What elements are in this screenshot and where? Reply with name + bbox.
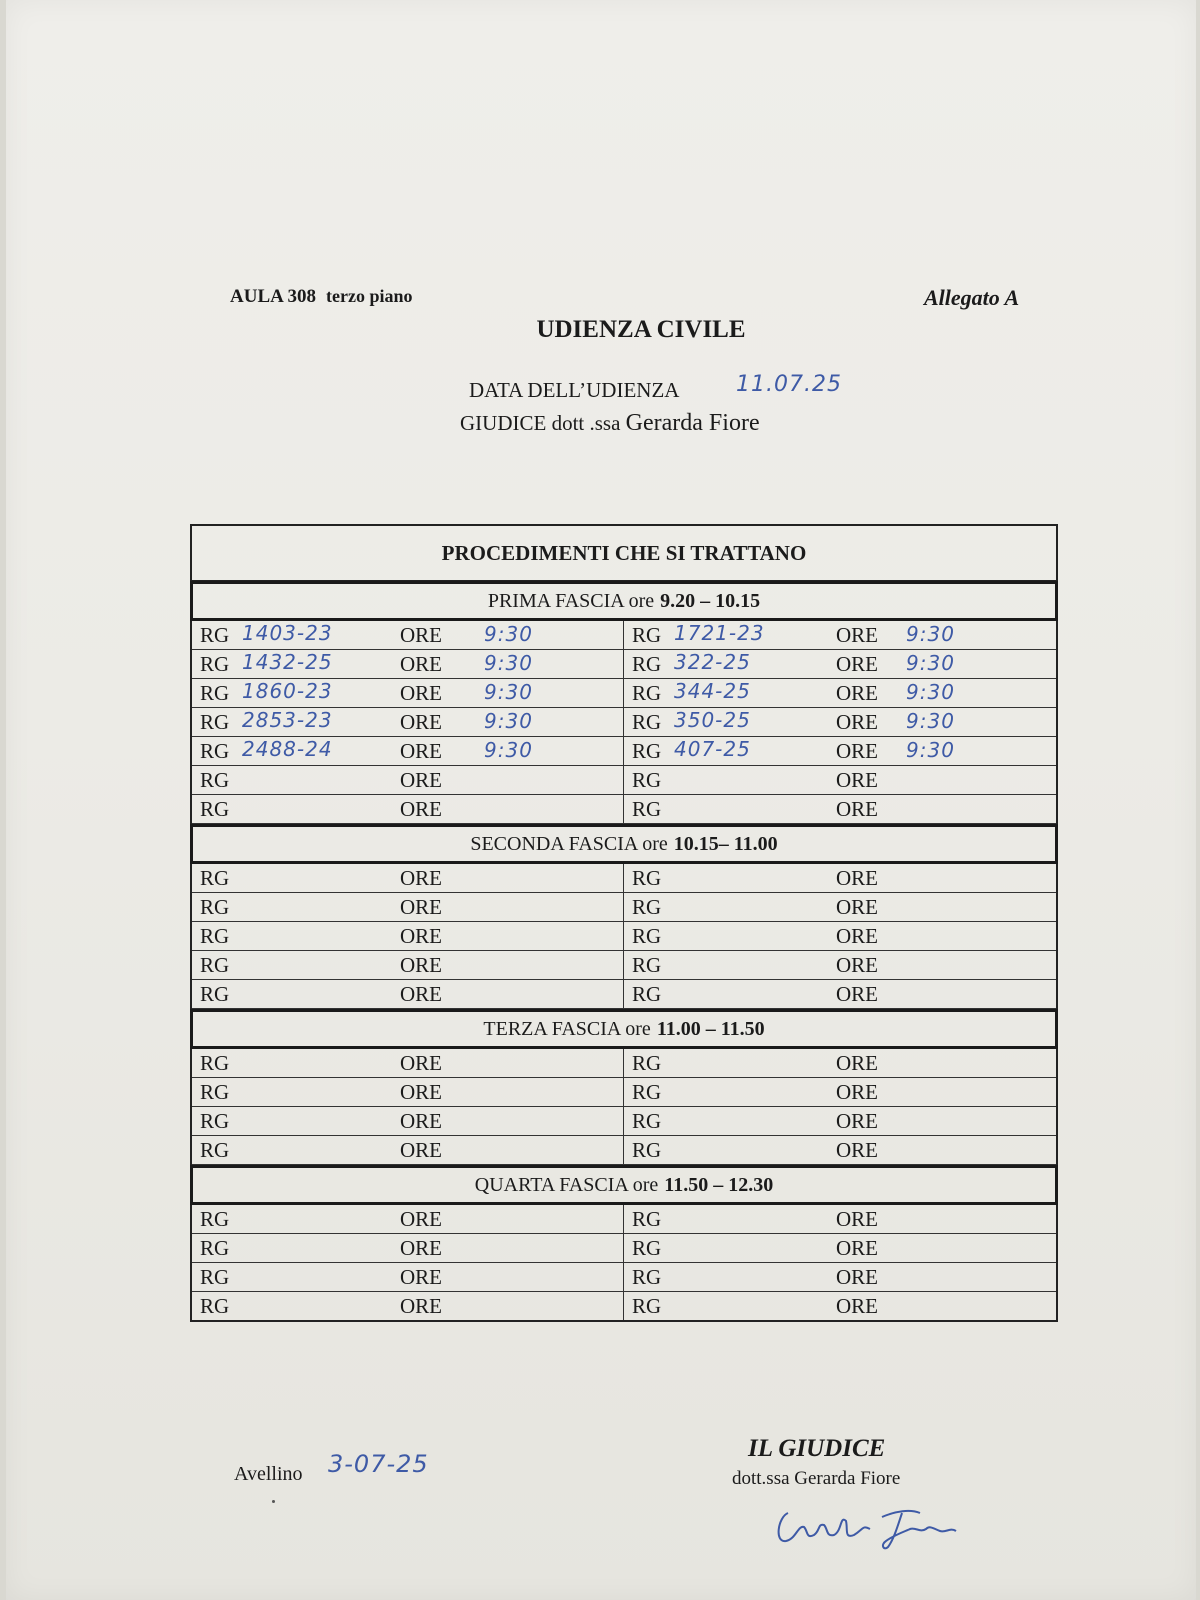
band-name: PRIMA FASCIA ore [487,589,655,612]
ore-label: ORE [836,1080,878,1104]
band-name: SECONDA FASCIA ore [470,832,668,855]
band-header [190,1009,1058,1049]
ore-label: ORE [400,982,442,1006]
rg-number-handwritten: 1721-23 [674,621,765,645]
right-cell [624,922,1056,950]
rg-label: RG [632,1294,662,1318]
rg-label: RG [632,710,662,734]
left-cell [192,1234,624,1262]
rg-number-handwritten: 322-25 [674,650,751,674]
rg-label: RG [632,895,662,919]
table-row [192,1205,1056,1234]
left-cell [192,864,624,892]
left-cell [192,737,624,765]
ore-label: ORE [836,924,878,948]
ore-label: ORE [400,681,442,705]
ore-label: ORE [400,652,442,676]
table-row [192,1136,1056,1165]
ore-label: ORE [400,1294,442,1318]
band-header [190,581,1058,621]
table-row [192,893,1056,922]
right-cell [624,951,1056,979]
ore-label: ORE [400,1109,442,1133]
rg-label: RG [632,953,662,977]
band-name: QUARTA FASCIA ore [474,1173,659,1196]
rg-label: RG [632,1265,662,1289]
rg-label: RG [200,1138,230,1162]
ore-label: ORE [400,1236,442,1260]
ore-label: ORE [400,1051,442,1075]
rg-label: RG [632,1138,662,1162]
left-cell [192,980,624,1008]
rg-label: RG [200,866,230,890]
rg-label: RG [632,797,662,821]
right-cell [624,1107,1056,1135]
right-cell [624,737,1056,765]
ore-time-handwritten: 9:30 [906,622,955,646]
table-row [192,679,1056,708]
hearing-date-handwritten: 11.07.25 [736,372,842,397]
ore-label: ORE [400,1138,442,1162]
table-row [192,1263,1056,1292]
ore-label: ORE [836,710,878,734]
band-times: 11.50 – 12.30 [664,1173,774,1196]
ore-label: ORE [836,1109,878,1133]
ink-dot [272,1500,275,1503]
signer-name: dott.ssa Gerarda Fiore [732,1468,901,1489]
right-cell [624,1234,1056,1262]
ore-label: ORE [400,866,442,890]
rg-number-handwritten: 1432-25 [242,650,333,674]
judge-label: GIUDICE dott .ssa [460,411,621,435]
ore-time-handwritten: 9:30 [484,680,533,704]
ore-time-handwritten: 9:30 [484,622,533,646]
table-row [192,1234,1056,1263]
ore-time-handwritten: 9:30 [484,651,533,675]
rg-label: RG [632,924,662,948]
table-row [192,1049,1056,1078]
rg-label: RG [632,768,662,792]
ore-time-handwritten: 9:30 [484,709,533,733]
rg-number-handwritten: 2488-24 [242,737,333,761]
rg-label: RG [632,1109,662,1133]
ore-time-handwritten: 9:30 [906,680,955,704]
table-row [192,864,1056,893]
ore-label: ORE [836,768,878,792]
ore-label: ORE [836,1236,878,1260]
ore-label: ORE [836,1265,878,1289]
table-row [192,951,1056,980]
ore-label: ORE [836,1294,878,1318]
ore-label: ORE [836,982,878,1006]
right-cell [624,1078,1056,1106]
rg-number-handwritten: 1860-23 [242,679,333,703]
document-page [6,0,1196,1600]
proceedings-table [190,524,1058,1322]
rg-label: RG [200,1207,230,1231]
ore-label: ORE [836,1138,878,1162]
ore-label: ORE [836,623,878,647]
band-header [190,1165,1058,1205]
right-cell [624,1049,1056,1077]
band-times: 10.15– 11.00 [673,832,778,855]
left-cell [192,1292,624,1320]
rg-number-handwritten: 407-25 [674,737,751,761]
rg-label: RG [632,1051,662,1075]
rg-label: RG [632,982,662,1006]
left-cell [192,1107,624,1135]
left-cell [192,650,624,678]
right-cell [624,621,1056,649]
left-cell [192,922,624,950]
ore-label: ORE [400,768,442,792]
rg-label: RG [632,1080,662,1104]
signer-title: IL GIUDICE [748,1435,886,1462]
left-cell [192,1078,624,1106]
band-times: 11.00 – 11.50 [656,1017,765,1040]
rg-number-handwritten: 1403-23 [242,621,333,645]
left-cell [192,1049,624,1077]
table-row [192,1078,1056,1107]
aula-label: AULA 308 terzo piano [230,286,413,307]
rg-label: RG [200,982,230,1006]
rg-label: RG [200,924,230,948]
rg-label: RG [200,652,230,676]
rg-label: RG [200,953,230,977]
rg-label: RG [200,681,230,705]
ore-label: ORE [836,953,878,977]
rg-label: RG [200,623,230,647]
ore-time-handwritten: 9:30 [484,738,533,762]
rg-label: RG [200,1294,230,1318]
rg-label: RG [200,1109,230,1133]
ore-time-handwritten: 9:30 [906,738,955,762]
ore-label: ORE [400,797,442,821]
rg-label: RG [200,1080,230,1104]
table-row [192,922,1056,951]
ore-time-handwritten: 9:30 [906,651,955,675]
band-times: 9.20 – 10.15 [660,589,761,612]
right-cell [624,679,1056,707]
right-cell [624,1292,1056,1320]
rg-label: RG [200,895,230,919]
table-row [192,737,1056,766]
table-row [192,1107,1056,1136]
signing-date-handwritten: 3-07-25 [328,1450,429,1478]
right-cell [624,1263,1056,1291]
ore-label: ORE [400,623,442,647]
rg-label: RG [632,866,662,890]
table-row [192,980,1056,1009]
table-row [192,795,1056,824]
ore-label: ORE [400,895,442,919]
table-row [192,650,1056,679]
ore-label: ORE [400,1080,442,1104]
rg-label: RG [632,681,662,705]
band-header [190,824,1058,864]
ore-label: ORE [836,797,878,821]
judge-name: Gerarda Fiore [625,410,760,436]
right-cell [624,795,1056,823]
rg-label: RG [632,1207,662,1231]
right-cell [624,893,1056,921]
right-cell [624,650,1056,678]
rg-label: RG [200,1236,230,1260]
signature-icon [770,1495,970,1555]
ore-label: ORE [400,739,442,763]
ore-label: ORE [400,1265,442,1289]
left-cell [192,1205,624,1233]
table-row [192,708,1056,737]
table-row [192,766,1056,795]
left-cell [192,1136,624,1164]
rg-label: RG [632,739,662,763]
rg-label: RG [200,797,230,821]
left-cell [192,795,624,823]
judge-line [460,410,760,437]
table-title: PROCEDIMENTI CHE SI TRATTANO [192,526,1056,581]
rg-number-handwritten: 2853-23 [242,708,333,732]
table-row [192,621,1056,650]
allegato-label: Allegato A [924,285,1020,310]
rg-number-handwritten: 350-25 [674,708,751,732]
left-cell [192,893,624,921]
right-cell [624,708,1056,736]
ore-label: ORE [836,1051,878,1075]
page-title: UDIENZA CIVILE [536,316,746,343]
left-cell [192,951,624,979]
date-label: DATA DELL’UDIENZA [469,378,680,402]
ore-label: ORE [836,739,878,763]
rg-label: RG [200,768,230,792]
right-cell [624,980,1056,1008]
rg-label: RG [200,710,230,734]
ore-label: ORE [400,953,442,977]
band-name: TERZA FASCIA ore [483,1017,651,1040]
right-cell [624,1136,1056,1164]
left-cell [192,679,624,707]
ore-label: ORE [836,1207,878,1231]
left-cell [192,621,624,649]
rg-label: RG [200,739,230,763]
ore-label: ORE [836,681,878,705]
rg-label: RG [200,1051,230,1075]
floor-label: terzo piano [326,286,413,306]
place-label: Avellino [234,1463,303,1485]
left-cell [192,1263,624,1291]
rg-label: RG [632,1236,662,1260]
table-row [192,1292,1056,1320]
right-cell [624,766,1056,794]
ore-label: ORE [836,652,878,676]
right-cell [624,864,1056,892]
ore-label: ORE [400,710,442,734]
ore-time-handwritten: 9:30 [906,709,955,733]
ore-label: ORE [836,866,878,890]
ore-label: ORE [400,1207,442,1231]
left-cell [192,708,624,736]
ore-label: ORE [400,924,442,948]
right-cell [624,1205,1056,1233]
left-cell [192,766,624,794]
rg-number-handwritten: 344-25 [674,679,751,703]
rg-label: RG [632,623,662,647]
rg-label: RG [632,652,662,676]
ore-label: ORE [836,895,878,919]
rg-label: RG [200,1265,230,1289]
